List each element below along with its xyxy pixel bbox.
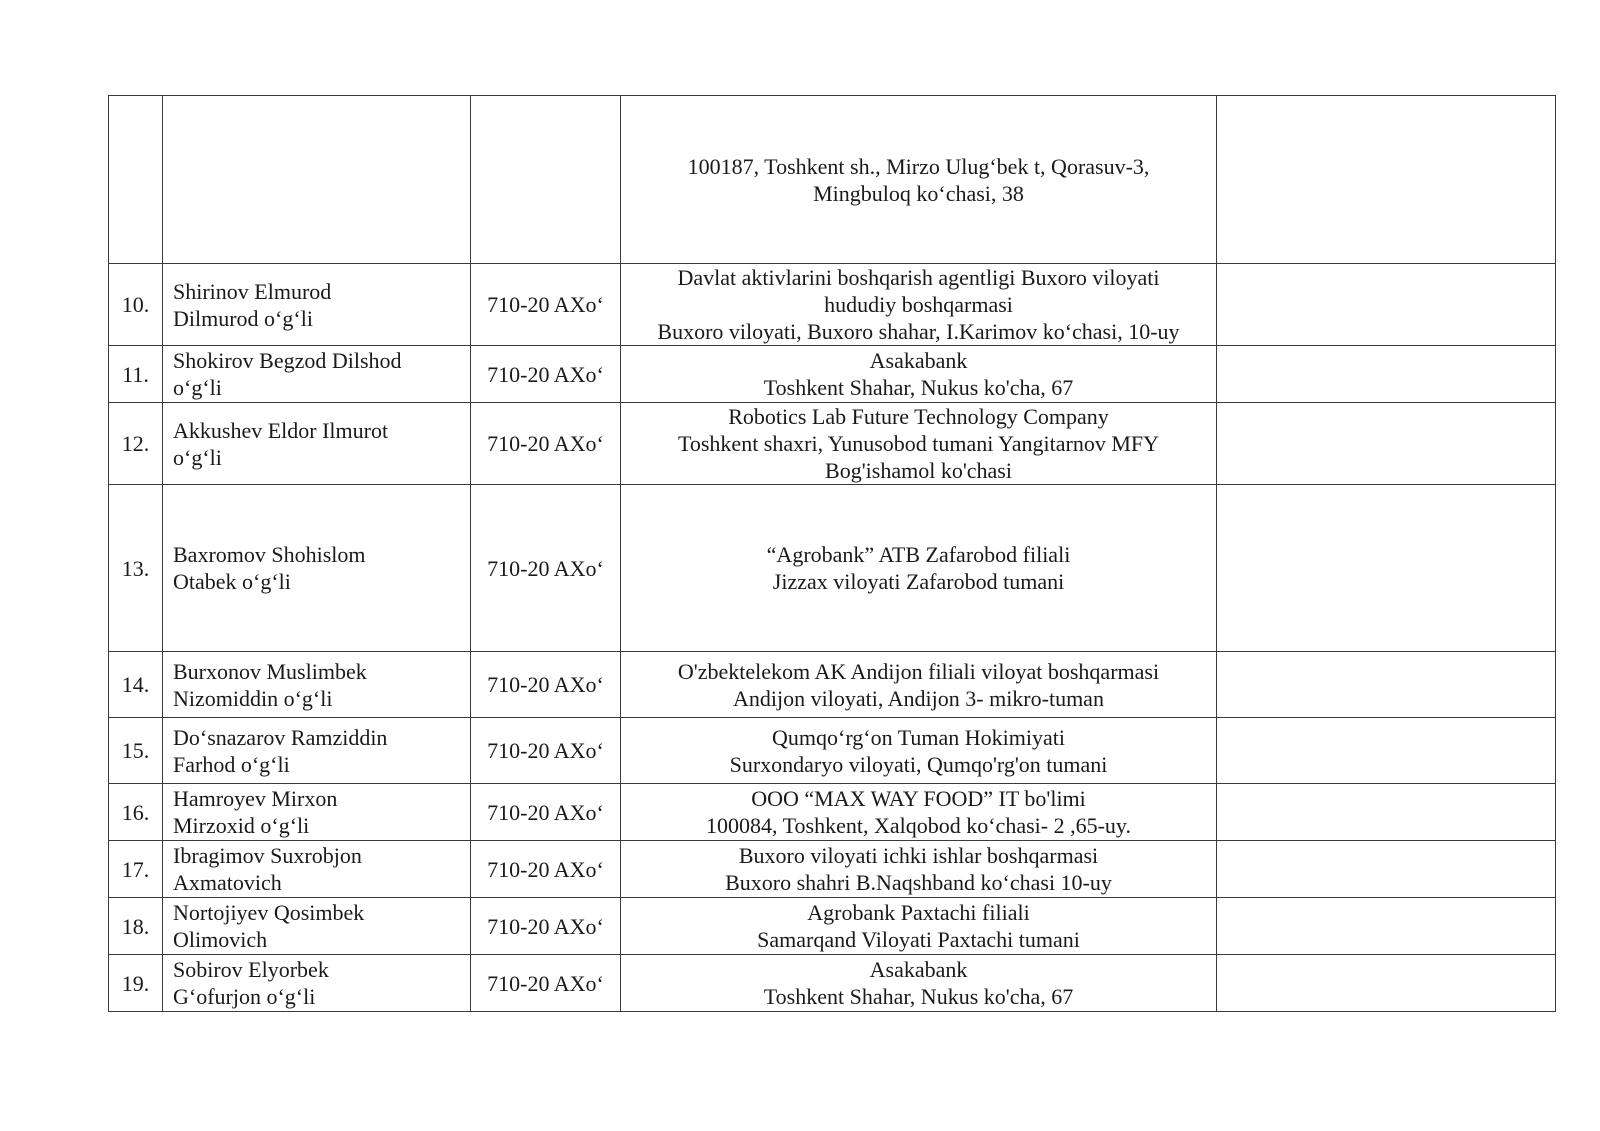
student-name-line: Sobirov Elyorbek [173, 957, 329, 982]
empty-cell [1217, 403, 1556, 485]
table-row [109, 784, 1556, 841]
empty-cell [1217, 718, 1556, 784]
organization-line: Samarqand Viloyati Paxtachi tumani [757, 927, 1080, 952]
table-row [109, 264, 1556, 346]
student-name-line: Baxromov Shohislom [173, 542, 366, 567]
student-name-line: Axmatovich [173, 870, 282, 895]
organization-address [621, 96, 1217, 264]
student-name-line: Ibragimov Suxrobjon [173, 843, 362, 868]
row-number: 10. [109, 264, 163, 346]
table-row [109, 485, 1556, 652]
empty-cell [1217, 784, 1556, 841]
organization-line: O'zbektelekom AK Andijon filiali viloyat boshqarmasi [677, 658, 1160, 684]
table-row [109, 652, 1556, 718]
student-name [163, 485, 471, 652]
student-name-line: G‘ofurjon o‘g‘li [173, 984, 316, 1009]
group-code: 710-20 AXo‘ [471, 346, 621, 403]
row-number: 13. [109, 485, 163, 652]
organization-line: Buxoro viloyati ichki ishlar boshqarmasi [738, 843, 1099, 868]
organization-line: Davlat aktivlarini boshqarish agentligi Buxoro viloyati [677, 265, 1160, 290]
student-name-line: Do‘snazarov Ramziddin [173, 724, 388, 750]
student-name-line: Shirinov Elmurod [173, 278, 332, 304]
student-name-line: Nortojiyev Qosimbek [173, 900, 365, 925]
organization-address [621, 403, 1217, 485]
student-name-line: Olimovich [173, 927, 268, 952]
organization-line: 100187, Toshkent sh., Mirzo Ulug‘bek t, Qorasuv-3, [687, 153, 1150, 179]
group-code: 710-20 AXo‘ [471, 841, 621, 898]
organization-line: Jizzax viloyati Zafarobod tumani [772, 569, 1065, 594]
group-code [471, 96, 621, 264]
student-name-line: Akkushev Eldor Ilmurot [173, 417, 389, 443]
empty-cell [1217, 346, 1556, 403]
row-number: 11. [109, 346, 163, 403]
table-row [109, 346, 1556, 403]
table-row [109, 718, 1556, 784]
organization-line: Buxoro shahri B.Naqshband ko‘chasi 10-uy [725, 870, 1112, 895]
row-number [109, 96, 163, 264]
organization-line: Bog'ishamol ko'chasi [825, 458, 1012, 483]
organization-line: Agrobank Paxtachi filiali [807, 900, 1030, 925]
organization-line: Robotics Lab Future Technology Company [728, 404, 1109, 429]
table-body [109, 96, 1556, 1012]
student-name [163, 96, 471, 264]
group-code: 710-20 AXo‘ [471, 485, 621, 652]
student-name-line: Burxonov Muslimbek [173, 658, 367, 684]
student-name-line: Shokirov Begzod Dilshod [173, 348, 402, 373]
organization-line: Asakabank [869, 348, 968, 373]
group-code: 710-20 AXo‘ [471, 898, 621, 955]
group-code: 710-20 AXo‘ [471, 652, 621, 718]
empty-cell [1217, 264, 1556, 346]
organization-line: Andijon viloyati, Andijon 3- mikro-tuman [733, 685, 1104, 711]
empty-cell [1217, 485, 1556, 652]
organization-line: Toshkent Shahar, Nukus ko'cha, 67 [763, 984, 1074, 1009]
table-row [109, 403, 1556, 485]
student-name [163, 264, 471, 346]
student-name-line: o‘g‘li [173, 375, 222, 400]
organization-line: Surxondaryo viloyati, Qumqo'rg'on tumani [729, 751, 1108, 777]
organization-address [621, 898, 1217, 955]
organization-line: Buxoro viloyati, Buxoro shahar, I.Karimov ko‘chasi, 10-uy [657, 319, 1180, 344]
group-code: 710-20 AXo‘ [471, 955, 621, 1012]
organization-line: Toshkent Shahar, Nukus ko'cha, 67 [763, 375, 1074, 400]
internship-table [108, 95, 1556, 1012]
row-number: 12. [109, 403, 163, 485]
student-name-line: Farhod o‘g‘li [173, 751, 290, 777]
row-number: 16. [109, 784, 163, 841]
student-name-line: Mirzoxid o‘g‘li [173, 813, 310, 838]
group-code: 710-20 AXo‘ [471, 264, 621, 346]
student-name-line: Otabek o‘g‘li [173, 569, 291, 594]
student-name [163, 403, 471, 485]
group-code: 710-20 AXo‘ [471, 784, 621, 841]
row-number: 18. [109, 898, 163, 955]
organization-address [621, 652, 1217, 718]
organization-line: 100084, Toshkent, Xalqobod ko‘chasi- 2 ,65-uy. [706, 813, 1131, 838]
row-number: 15. [109, 718, 163, 784]
organization-line: Toshkent shaxri, Yunusobod tumani Yangitarnov MFY [677, 431, 1160, 456]
table-row [109, 898, 1556, 955]
organization-address [621, 718, 1217, 784]
table-row [109, 96, 1556, 264]
student-name [163, 841, 471, 898]
empty-cell [1217, 96, 1556, 264]
organization-address [621, 485, 1217, 652]
organization-address [621, 264, 1217, 346]
organization-line: Mingbuloq ko‘chasi, 38 [813, 180, 1024, 206]
row-number: 14. [109, 652, 163, 718]
organization-line: OOO “MAX WAY FOOD” IT bo'limi [751, 786, 1086, 811]
table-row [109, 841, 1556, 898]
student-name [163, 784, 471, 841]
student-name [163, 955, 471, 1012]
student-name-line: Dilmurod o‘g‘li [173, 305, 313, 331]
row-number: 17. [109, 841, 163, 898]
organization-address [621, 784, 1217, 841]
student-name [163, 346, 471, 403]
organization-line: Asakabank [869, 957, 968, 982]
student-name-line: Nizomiddin o‘g‘li [173, 685, 333, 711]
empty-cell [1217, 652, 1556, 718]
empty-cell [1217, 898, 1556, 955]
row-number: 19. [109, 955, 163, 1012]
organization-line: “Agrobank” ATB Zafarobod filiali [766, 542, 1071, 567]
empty-cell [1217, 955, 1556, 1012]
empty-cell [1217, 841, 1556, 898]
group-code: 710-20 AXo‘ [471, 718, 621, 784]
student-name [163, 898, 471, 955]
organization-address [621, 841, 1217, 898]
student-name-line: o‘g‘li [173, 444, 222, 470]
organization-line: hududiy boshqarmasi [824, 292, 1013, 317]
organization-address [621, 346, 1217, 403]
student-name [163, 652, 471, 718]
student-name [163, 718, 471, 784]
table-row [109, 955, 1556, 1012]
group-code: 710-20 AXo‘ [471, 403, 621, 485]
organization-line: Qumqo‘rg‘on Tuman Hokimiyati [772, 724, 1065, 750]
student-name-line: Hamroyev Mirxon [173, 786, 338, 811]
organization-address [621, 955, 1217, 1012]
